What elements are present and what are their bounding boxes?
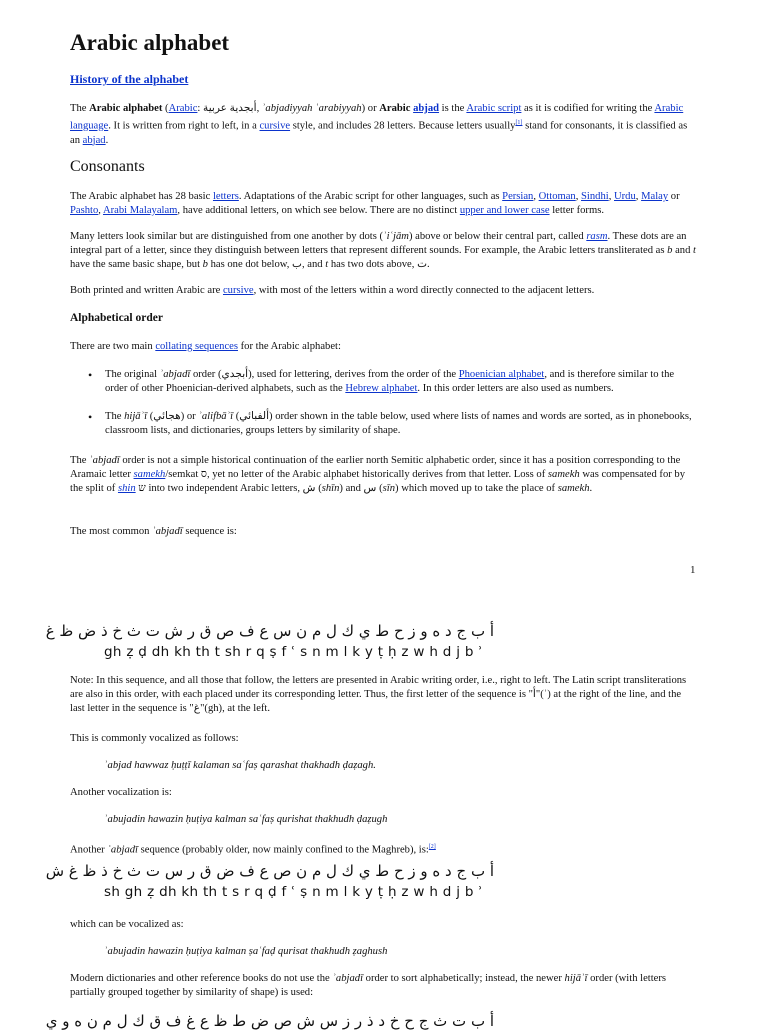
link-abjad[interactable]: abjad bbox=[82, 134, 106, 146]
vocalization-3: ʾabujadin hawazin ḥuṭiya kalman ṣaʿfaḍ qurisat thakhudh ẓaghush bbox=[104, 946, 388, 957]
text: The bbox=[70, 103, 90, 114]
text: is the bbox=[439, 103, 467, 114]
note-text: Note: In this sequence, and all those that follow, the letters are presented in Arabic writing order, i.e., right to left. The Latin script transliterations are also in this order, with each placed under its corresponding letter. Thus, the first letter of the sequence is "أ"(ʾ) at the right of the line, and the last letter in the sequence is "غ"(gh), at the left. bbox=[70, 675, 687, 714]
ref-link[interactable]: [1] bbox=[515, 120, 523, 126]
modern-order-paragraph bbox=[70, 972, 698, 1000]
link-malay[interactable]: Malay bbox=[641, 191, 669, 202]
abjadi-sequence-arabic: أ ب ج د ه و ز ح ط ي ك ل م ن س ع ف ص ق ر ش ت ث خ ذ ض ظ غ bbox=[45, 622, 494, 640]
text: . These dots are an integral part of a letter, since they distinguish between letters that represent different sounds. For example, the Arabic letters transliterated as bbox=[70, 231, 687, 256]
bold-term: Arabic alphabet bbox=[89, 103, 163, 114]
list-item bbox=[70, 410, 698, 438]
link-phoenician-alphabet[interactable]: Phoenician alphabet bbox=[458, 369, 545, 380]
maghreb-sequence-latin: sh gh ẓ dh kh th t s r q ḍ f ʿ ṣ n m l k y ṭ ḥ z w h d j b ʾ bbox=[104, 884, 483, 900]
maghreb-sequence-arabic: أ ب ج د ه و ز ح ط ي ك ل م ن ص ع ف ض ق ر س ت ث خ ذ ظ غ ش bbox=[45, 862, 494, 880]
text: . bbox=[589, 483, 593, 494]
text: ) and س ( bbox=[339, 483, 383, 494]
link-arabic-script[interactable]: Arabic script bbox=[466, 103, 522, 114]
list-item bbox=[70, 368, 698, 396]
note-paragraph bbox=[70, 674, 698, 716]
bold-term: Arabic bbox=[379, 103, 414, 114]
page-number: 1 bbox=[690, 564, 696, 576]
text: was compensated for by the split of bbox=[70, 469, 686, 494]
text: ) above or below their central part, called bbox=[408, 231, 587, 242]
text: , bbox=[533, 191, 539, 202]
text: for the Arabic alphabet: bbox=[237, 341, 341, 352]
italic-term: ʾalifbāʾī bbox=[198, 411, 234, 422]
text: sequence (probably older, now mainly confined to the Maghreb), is: bbox=[137, 844, 429, 856]
text: which can be vocalized as: bbox=[70, 919, 184, 930]
link-shin[interactable]: shin bbox=[117, 483, 136, 494]
text: . bbox=[105, 134, 109, 146]
text: ) which moved up to take the place of bbox=[395, 483, 558, 494]
italic-term: t bbox=[693, 245, 696, 256]
text: The original bbox=[105, 369, 160, 380]
abjadi-sequence-latin: gh ẓ ḍ dh kh th t sh r q ṣ f ʿ s n m l k y ṭ ḥ z w h d j b ʾ bbox=[104, 644, 483, 660]
italic-term: ʾabjadī bbox=[332, 973, 364, 984]
common-sequence-paragraph bbox=[70, 525, 698, 539]
link-arabic[interactable]: Arabic bbox=[168, 103, 198, 114]
text: ) or bbox=[361, 103, 380, 114]
italic-term: ʾabjadī bbox=[89, 455, 120, 466]
text: stand for consonants, it is classified as an bbox=[70, 120, 688, 146]
text: Another vocalization is: bbox=[70, 787, 172, 798]
link-cursive[interactable]: cursive bbox=[259, 120, 291, 132]
text: . In this order letters are also used as numbers. bbox=[417, 383, 614, 394]
text: The most common bbox=[70, 526, 153, 537]
text: Another bbox=[70, 844, 108, 856]
italic-term: ʾiʿjām bbox=[383, 231, 409, 242]
text: Both printed and written Arabic are bbox=[70, 285, 223, 296]
link-collating-sequences[interactable]: collating sequences bbox=[155, 341, 238, 352]
text: style, and includes 28 letters. Because letters usually bbox=[290, 120, 516, 132]
order-paragraph bbox=[70, 340, 698, 354]
text: order (أبجدي), used for lettering, derives from the order of the bbox=[190, 369, 459, 380]
text: (ألفبائي) order shown in the table below, used where lists of names and words are sorted, as in phonebooks, classroom lists, and dictionaries, groups letters by similarity of shape. bbox=[105, 411, 692, 436]
consonants-paragraph-2 bbox=[70, 230, 698, 272]
text: has one dot below, ب, and bbox=[207, 259, 326, 270]
order-list bbox=[70, 368, 698, 438]
link-arabi-malayalam[interactable]: Arabi Malayalam bbox=[102, 205, 178, 216]
link-ottoman[interactable]: Ottoman bbox=[538, 191, 576, 202]
text: have the same basic shape, but bbox=[70, 259, 203, 270]
text: as it is codified for writing the bbox=[521, 103, 655, 114]
link-hebrew-alphabet[interactable]: Hebrew alphabet bbox=[345, 383, 418, 394]
italic-term: ʾabjadī bbox=[107, 844, 138, 856]
italic-term: t bbox=[325, 259, 329, 270]
hijai-sequence-arabic: أ ب ت ث ج ح خ د ذ ر ز س ش ص ض ط ظ ع غ ف ق ك ل م ن ه و ي bbox=[45, 1012, 494, 1030]
vocal-intro bbox=[70, 732, 698, 746]
italic-term: ʾabjadiyyah ʿarabiyyah bbox=[261, 103, 362, 114]
link-urdu[interactable]: Urdu bbox=[614, 191, 636, 202]
intro-paragraph bbox=[70, 102, 698, 148]
italic-term: hijāʾī bbox=[564, 973, 588, 984]
italic-term: samekh bbox=[557, 483, 590, 494]
text: ( bbox=[162, 103, 169, 114]
another-vocalization bbox=[70, 786, 698, 800]
text: . Adaptations of the Arabic script for other languages, such as bbox=[238, 191, 503, 202]
link-arabic-language[interactable]: Arabic language bbox=[70, 103, 684, 132]
text: order to sort alphabetically; instead, the newer bbox=[363, 973, 565, 984]
text: (هجائي) or bbox=[147, 411, 199, 422]
vocalized-as bbox=[70, 918, 698, 932]
section-heading-consonants: Consonants bbox=[70, 158, 145, 175]
link-samekh[interactable]: samekh bbox=[133, 469, 166, 480]
text: Many letters look similar but are distinguished from one another by dots ( bbox=[70, 231, 384, 242]
vocalization-1: ʾabjad hawwaz ḥuṭṭī kalaman saʿfaṣ qarashat thakhadh ḍaẓagh. bbox=[104, 760, 376, 771]
text: order is not a simple historical continuation of the earlier north Semitic alphabetic order, since it has a position corresponding to the Aramaic letter bbox=[70, 455, 681, 480]
text: ש into two independent Arabic letters, ش ( bbox=[135, 483, 322, 494]
text: and bbox=[672, 245, 694, 256]
text: , bbox=[635, 191, 642, 202]
text: or bbox=[668, 191, 680, 202]
italic-term: ʾabjadī bbox=[152, 526, 183, 537]
text: This is commonly vocalized as follows: bbox=[70, 733, 239, 744]
italic-term: shīn bbox=[321, 483, 340, 494]
text: The bbox=[70, 455, 90, 466]
text: : أبجدية عربية, bbox=[197, 103, 262, 114]
text: There are two main bbox=[70, 341, 156, 352]
italic-term: samekh bbox=[547, 469, 580, 480]
link-abjad[interactable]: abjad bbox=[413, 103, 440, 114]
text: Modern dictionaries and other reference books do not use the bbox=[70, 973, 333, 984]
italic-term: b bbox=[202, 259, 208, 270]
ref-link[interactable]: [2] bbox=[428, 844, 436, 850]
text: has two dots above, ت. bbox=[328, 259, 430, 270]
link-cursive[interactable]: cursive bbox=[222, 285, 254, 296]
link-sindhi[interactable]: Sindhi bbox=[581, 191, 609, 202]
another-abjadi-paragraph bbox=[70, 840, 698, 858]
abjadi-paragraph bbox=[70, 454, 698, 496]
subheading-alphabetical-order: Alphabetical order bbox=[70, 312, 163, 324]
text: , with most of the letters within a word directly connected to the adjacent letters. bbox=[253, 285, 595, 296]
link-persian[interactable]: Persian bbox=[502, 191, 534, 202]
italic-term: b bbox=[667, 245, 673, 256]
text: . It is written from right to left, in a bbox=[108, 120, 260, 132]
link-pashto[interactable]: Pashto bbox=[70, 205, 99, 216]
text: letter forms. bbox=[549, 205, 604, 216]
text: The bbox=[105, 411, 125, 422]
text: /semkat ס, yet no letter of the Arabic alphabet historically derives from that letter. Loss of bbox=[165, 469, 548, 480]
text: , bbox=[608, 191, 614, 202]
history-link[interactable]: History of the alphabet bbox=[70, 72, 189, 86]
text: The Arabic alphabet has 28 basic bbox=[70, 191, 213, 202]
text: , have additional letters, on which see below. There are no distinct bbox=[177, 205, 460, 216]
vocalization-2: ʾabujadin hawazin ḥuṭiya kalman saʿfaṣ qurishat thakhudh ḍaẓugh bbox=[104, 814, 388, 825]
link-rasm[interactable]: rasm bbox=[586, 231, 608, 242]
text: order (with letters partially grouped together by similarity of shape) is used: bbox=[70, 973, 667, 998]
text: sequence is: bbox=[182, 526, 237, 537]
text: , and is therefore similar to the order of other Phoenician-derived alphabets, such as the bbox=[105, 369, 675, 394]
link-letters[interactable]: letters bbox=[212, 191, 239, 202]
link-upper-lower-case[interactable]: upper and lower case bbox=[459, 205, 550, 216]
consonants-paragraph-1 bbox=[70, 190, 698, 218]
text: , bbox=[575, 191, 582, 202]
italic-term: sīn bbox=[382, 483, 396, 494]
history-link-wrap bbox=[70, 72, 188, 87]
text: , bbox=[98, 205, 103, 216]
page-title: Arabic alphabet bbox=[70, 30, 230, 55]
italic-term: ʾabjadī bbox=[159, 369, 191, 380]
italic-term: hijāʾī bbox=[124, 411, 148, 422]
consonants-paragraph-3 bbox=[70, 284, 698, 298]
